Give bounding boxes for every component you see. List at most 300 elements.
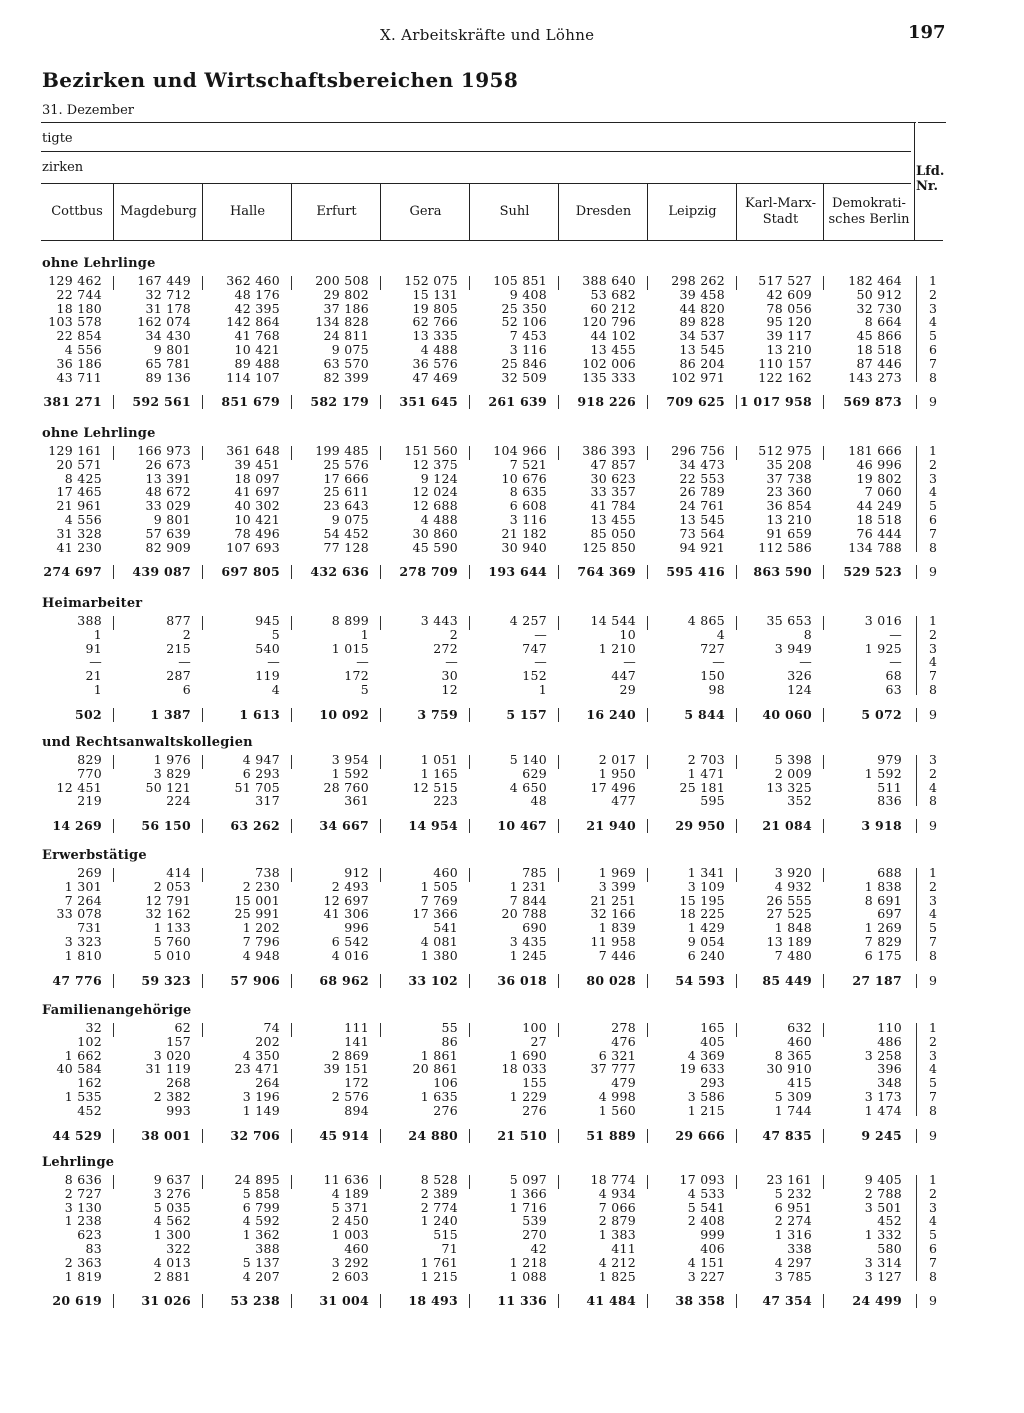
table-cell: 182 464 [848,273,902,288]
table-cell: 142 864 [226,314,280,330]
table-cell: 12 024 [412,484,458,500]
column-mark [291,1023,292,1037]
table-cell: 18 225 [679,906,725,922]
table-cell: 12 515 [412,779,458,795]
table-cell: 541 [433,920,458,936]
table-cell: 28 760 [323,779,369,795]
total-cell: 34 667 [319,818,369,834]
column-mark [647,1023,648,1037]
table-cell: 460 [787,1033,812,1049]
table-cell: 26 555 [766,892,812,908]
table-cell: 2 382 [153,1089,191,1104]
column-mark [823,1294,824,1308]
column-mark [647,565,648,579]
table-cell: 33 078 [56,906,102,922]
table-cell: 264 [255,1075,280,1091]
table-cell: 13 455 [590,512,636,527]
column-mark [647,1294,648,1308]
table-cell: 7 796 [242,934,280,949]
table-cell: 94 921 [679,539,725,555]
table-cell: 18 097 [234,470,280,486]
table-cell: 65 781 [145,355,191,371]
column-mark [291,395,292,409]
table-cell: 17 366 [412,906,458,922]
table-cell: 362 460 [226,273,280,288]
table-cell: 102 [77,1033,102,1049]
column-mark [558,755,559,769]
table-cell: — [889,626,902,642]
total-cell: 918 226 [577,394,636,410]
table-cell: 18 518 [856,342,902,357]
table-cell: 479 [611,1075,636,1091]
row-number: 5 [929,1075,937,1091]
row-number: 3 [929,892,937,908]
column-mark [380,1175,381,1189]
column-mark [823,819,824,833]
table-cell: 48 [530,793,547,809]
column-mark [736,276,737,290]
table-cell: 2 230 [242,878,280,894]
row-number: 1 [929,1172,937,1187]
table-cell: 3 016 [864,613,902,628]
table-cell: 119 [255,668,280,684]
table-cell: 945 [255,613,280,628]
table-cell: 42 395 [234,300,280,316]
table-cell: 143 273 [848,369,902,385]
row-number: 2 [929,626,937,642]
table-cell: 3 954 [331,752,369,767]
column-mark [380,868,381,882]
table-cell: 5 541 [687,1199,725,1215]
total-cell: 53 238 [230,1293,280,1309]
table-cell: 103 578 [48,314,102,330]
total-cell: 57 906 [230,972,280,988]
table-cell: 4 297 [774,1254,812,1270]
table-cell: 4 207 [242,1268,280,1284]
table-cell: 41 768 [234,328,280,344]
table-cell: 3 196 [242,1089,280,1104]
row-number: 9 [929,818,937,834]
table-cell: 157 [166,1033,191,1049]
column-mark [202,868,203,882]
lfd-rule [916,276,917,382]
lfd-rule [916,868,917,961]
table-cell: 134 788 [848,539,902,555]
table-cell: 223 [433,793,458,809]
column-mark [291,1294,292,1308]
column-mark [736,868,737,882]
table-cell: — [799,654,812,670]
table-cell: 77 128 [323,539,369,555]
table-cell: 2 727 [64,1185,102,1201]
table-cell: 23 161 [766,1172,812,1187]
column-mark [202,1129,203,1143]
column-mark [647,819,648,833]
table-cell: 35 208 [766,456,812,472]
table-cell: 1 838 [864,878,902,894]
table-cell: 7 264 [64,892,102,908]
total-cell: 31 004 [319,1293,369,1309]
header-bottom-rule [41,240,943,241]
table-cell: 30 [441,668,458,684]
table-cell: 317 [255,793,280,809]
table-cell: 690 [522,920,547,936]
column-divider [380,184,381,240]
table-cell: 162 074 [137,314,191,330]
table-cell: 26 789 [679,484,725,500]
table-cell: 836 [877,793,902,809]
table-cell: 86 [441,1033,458,1049]
column-mark [823,1129,824,1143]
table-cell: — [889,654,902,670]
table-cell: 15 131 [412,286,458,302]
table-cell: 45 590 [412,539,458,555]
table-cell: 32 730 [856,300,902,316]
section-title: Erwerbstätige [42,848,147,863]
table-cell: 114 107 [226,369,280,385]
column-mark [823,395,824,409]
total-cell: 47 354 [762,1293,812,1309]
table-cell: 1 341 [687,865,725,880]
table-cell: 21 961 [56,498,102,514]
table-cell: 747 [522,640,547,656]
table-cell: 1 744 [774,1102,812,1118]
table-cell: 4 947 [242,752,280,767]
column-mark [647,1175,648,1189]
table-cell: 414 [166,865,191,880]
table-cell: 1 003 [331,1227,369,1243]
row-number: 8 [929,369,937,385]
table-cell: 287 [166,668,191,684]
table-cell: 30 940 [501,539,547,555]
table-cell: 2 053 [153,878,191,894]
lfd-rule [916,755,917,806]
column-mark [736,819,737,833]
table-cell: 102 006 [582,355,636,371]
column-mark [202,565,203,579]
table-cell: 7 829 [864,934,902,949]
table-cell: 57 639 [145,525,191,541]
column-mark [202,1294,203,1308]
table-cell: 31 119 [145,1061,191,1077]
column-mark [291,819,292,833]
table-cell: 486 [877,1033,902,1049]
table-cell: 13 391 [145,470,191,486]
row-number: 1 [929,613,937,628]
table-cell: 12 791 [145,892,191,908]
table-cell: 996 [344,920,369,936]
table-cell: 24 761 [679,498,725,514]
total-cell: 3 918 [861,818,902,834]
column-mark [736,1023,737,1037]
table-cell: 2 363 [64,1254,102,1270]
table-cell: 6 321 [598,1047,636,1063]
total-cell: 863 590 [753,564,812,580]
column-mark [291,565,292,579]
table-cell: 396 [877,1061,902,1077]
section-title: Heimarbeiter [42,596,143,611]
table-cell: 8 [803,626,812,642]
table-cell: 5 097 [509,1172,547,1187]
column-divider [823,184,824,240]
table-cell: 517 527 [758,273,812,288]
table-cell: 993 [166,1102,191,1118]
row-number: 1 [929,1020,937,1035]
column-mark [113,1129,114,1143]
table-cell: 19 805 [412,300,458,316]
row-number: 6 [929,1241,937,1256]
table-cell: 1 202 [242,920,280,936]
column-mark [469,868,470,882]
table-cell: 4 562 [153,1213,191,1229]
table-cell: 27 [530,1033,547,1049]
total-cell: 24 499 [852,1293,902,1309]
table-cell: 269 [77,865,102,880]
table-cell: 623 [77,1227,102,1243]
column-mark [202,819,203,833]
table-cell: 18 774 [590,1172,636,1187]
row-number: 3 [929,300,937,316]
table-cell: 9 408 [509,286,547,302]
table-cell: 5 760 [153,934,191,949]
table-cell: 1 825 [598,1268,636,1284]
total-cell: 278 709 [399,564,458,580]
column-mark [469,974,470,988]
table-cell: 25 991 [234,906,280,922]
table-cell: 2 881 [153,1268,191,1284]
column-mark [113,276,114,290]
total-cell: 32 706 [230,1127,280,1143]
table-cell: 24 895 [234,1172,280,1187]
table-cell: 697 [877,906,902,922]
column-mark [647,276,648,290]
table-cell: 7 480 [774,947,812,963]
total-cell: 274 697 [43,564,102,580]
table-cell: 199 485 [315,443,369,458]
table-cell: 35 653 [766,613,812,628]
table-cell: 89 488 [234,355,280,371]
table-cell: 31 178 [145,300,191,316]
table-cell: 219 [77,793,102,809]
table-cell: 1 592 [864,765,902,781]
total-cell: 14 954 [408,818,458,834]
column-mark [469,616,470,630]
table-cell: 48 176 [234,286,280,302]
table-cell: 13 545 [679,512,725,527]
table-cell: 7 066 [598,1199,636,1215]
row-number: 6 [929,512,937,527]
table-cell: 1 245 [509,947,547,963]
table-cell: 6 240 [687,947,725,963]
table-cell: 44 249 [856,498,902,514]
column-mark [380,708,381,722]
table-cell: — [89,654,102,670]
column-mark [647,1129,648,1143]
column-header-3: Erfurt [316,204,357,219]
table-cell: 476 [611,1033,636,1049]
table-cell: 74 [263,1020,280,1035]
table-cell: 979 [877,752,902,767]
table-cell: 91 [85,640,102,656]
table-cell: 68 [885,668,902,684]
table-cell: 4 013 [153,1254,191,1270]
row-number: 3 [929,752,937,767]
row-number: 9 [929,706,937,722]
column-mark [558,868,559,882]
table-cell: — [178,654,191,670]
table-cell: 348 [877,1075,902,1091]
table-cell: 23 360 [766,484,812,500]
table-cell: 595 [700,793,725,809]
total-cell: 54 593 [675,972,725,988]
total-cell: 10 467 [497,818,547,834]
table-cell: 6 542 [331,934,369,949]
table-cell: 32 [85,1020,102,1035]
table-cell: 87 446 [856,355,902,371]
table-cell: 1 332 [864,1227,902,1243]
table-cell: 2 450 [331,1213,369,1229]
table-cell: 1 716 [509,1199,547,1215]
column-mark [291,1129,292,1143]
column-mark [558,708,559,722]
table-cell: 25 181 [679,779,725,795]
table-cell: 3 020 [153,1047,191,1063]
column-mark [113,708,114,722]
table-cell: 1 560 [598,1102,636,1118]
table-cell: 95 120 [766,314,812,330]
column-mark [823,708,824,722]
table-cell: 134 828 [315,314,369,330]
table-cell: 2 879 [598,1213,636,1229]
column-mark [380,1129,381,1143]
table-cell: 181 666 [848,443,902,458]
table-cell: 2 788 [864,1185,902,1201]
total-cell: 3 759 [417,706,458,722]
total-cell: 41 484 [586,1293,636,1309]
column-mark [202,616,203,630]
table-cell: 727 [700,640,725,656]
table-cell: 1 861 [420,1047,458,1063]
total-cell: 1 387 [150,706,191,722]
group-label-2: zirken [42,160,84,175]
table-cell: 276 [433,1102,458,1118]
table-cell: 580 [877,1241,902,1256]
lfd-rule [916,616,917,695]
table-cell: 3 116 [509,512,547,527]
table-cell: 63 570 [323,355,369,371]
table-cell: 152 075 [404,273,458,288]
table-cell: 298 262 [671,273,725,288]
table-cell: 10 676 [501,470,547,486]
table-cell: 8 636 [64,1172,102,1187]
table-cell: 32 166 [590,906,636,922]
table-cell: 36 576 [412,355,458,371]
row-number: 4 [929,779,937,795]
table-cell: 4 533 [687,1185,725,1201]
table-cell: 388 [77,613,102,628]
row-number: 8 [929,947,937,963]
table-cell: 5 140 [509,752,547,767]
table-cell: 29 802 [323,286,369,302]
table-cell: 122 162 [758,369,812,385]
table-cell: 13 189 [766,934,812,949]
table-cell: 41 306 [323,906,369,922]
row-number: 7 [929,1089,937,1104]
column-header-7: Leipzig [668,204,717,219]
column-mark [380,755,381,769]
table-cell: 78 056 [766,300,812,316]
row-number: 4 [929,906,937,922]
total-cell: 38 358 [675,1293,725,1309]
table-cell: 48 672 [145,484,191,500]
table-cell: 3 227 [687,1268,725,1284]
column-mark [558,446,559,460]
total-cell: 18 493 [408,1293,458,1309]
column-mark [291,974,292,988]
total-cell: 1 017 958 [739,394,812,410]
table-cell: 41 230 [56,539,102,555]
table-cell: 11 636 [323,1172,369,1187]
table-cell: 12 688 [412,498,458,514]
total-cell: 764 369 [577,564,636,580]
table-cell: 2 576 [331,1089,369,1104]
table-cell: 1 819 [64,1268,102,1284]
row-number: 8 [929,682,937,697]
table-cell: 6 293 [242,765,280,781]
table-cell: 166 973 [137,443,191,458]
total-cell: 5 844 [684,706,725,722]
table-cell: 125 850 [582,539,636,555]
table-cell: 4 556 [64,512,102,527]
table-cell: 43 711 [56,369,102,385]
table-cell: 42 [530,1241,547,1256]
table-cell: 200 508 [315,273,369,288]
table-cell: 25 846 [501,355,547,371]
column-mark [202,1023,203,1037]
total-cell: 502 [75,706,102,722]
table-cell: 39 117 [766,328,812,344]
column-mark [647,395,648,409]
table-cell: 5 398 [774,752,812,767]
header-rule-1 [41,151,911,152]
table-cell: 32 162 [145,906,191,922]
table-cell: 21 251 [590,892,636,908]
table-cell: — [445,654,458,670]
table-cell: 411 [611,1241,636,1256]
table-cell: 86 204 [679,355,725,371]
table-cell: 6 175 [864,947,902,963]
table-cell: 1 088 [509,1268,547,1284]
column-mark [113,819,114,833]
table-date: 31. Dezember [42,103,135,118]
table-cell: 39 458 [679,286,725,302]
column-mark [736,565,737,579]
section-title: ohne Lehrlinge [42,256,156,271]
column-mark [647,974,648,988]
table-cell: 47 469 [412,369,458,385]
table-cell: 1 429 [687,920,725,936]
column-mark [558,395,559,409]
table-cell: 167 449 [137,273,191,288]
table-cell: 1 229 [509,1089,547,1104]
lfd-rule [916,819,917,833]
table-cell: 32 712 [145,286,191,302]
table-cell: 4 369 [687,1047,725,1063]
row-number: 9 [929,972,937,988]
table-cell: 406 [700,1241,725,1256]
column-mark [823,868,824,882]
table-cell: 91 659 [766,525,812,541]
